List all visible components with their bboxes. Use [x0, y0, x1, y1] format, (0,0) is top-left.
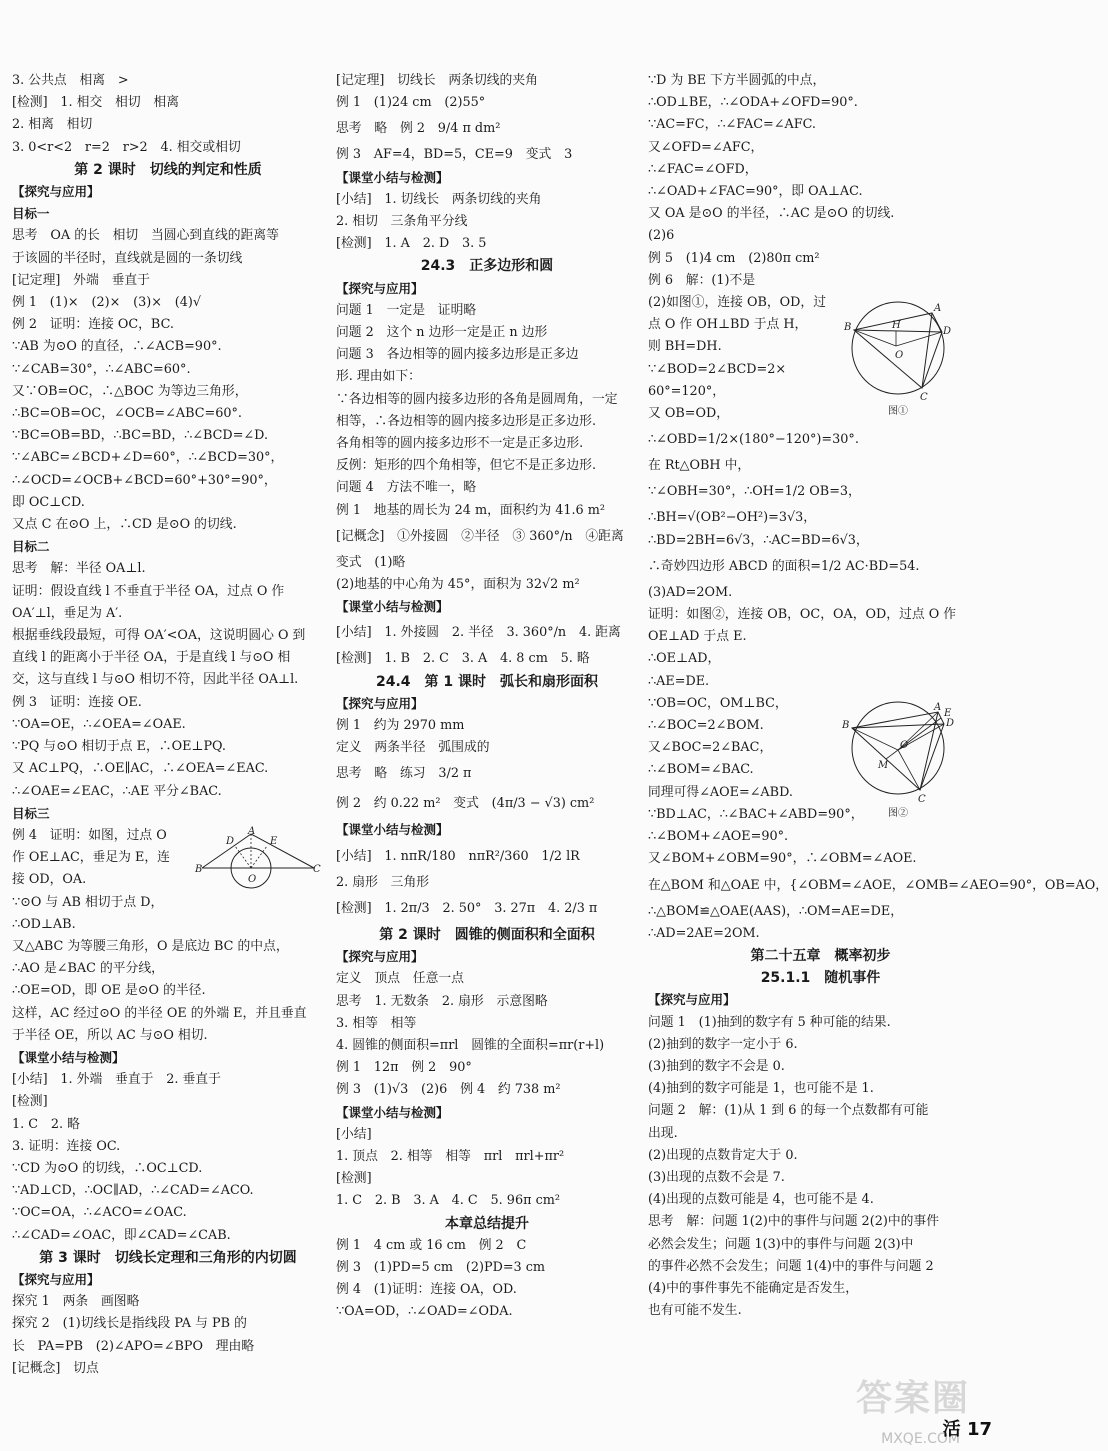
- col2-line: 【探究与应用】: [336, 949, 424, 965]
- col1-line: 【探究与应用】: [12, 1271, 100, 1287]
- col2-line: 思考 1. 无数条 2. 扇形 示意图略: [336, 993, 548, 1009]
- col3-line: (2)抽到的数字一定小于 6.: [648, 1036, 798, 1052]
- col1-line: 3. 公共点 相离 >: [12, 73, 129, 88]
- fig-c1-label-o: O: [248, 874, 257, 885]
- col1-line: 【课堂小结与检测】: [12, 1049, 125, 1065]
- col1-line: 例 2 证明：连接 OC，BC.: [12, 317, 174, 333]
- fig2-label-d: D: [946, 718, 955, 729]
- col2-line: 例 3 (1)√3 (2)6 例 4 约 738 m²: [336, 1082, 561, 1098]
- col3-line: 在△BOM 和△OAE 中，{∠OBM=∠AOE，∠OMB=∠AEO=90°，OB=AO，: [648, 877, 1108, 893]
- col1-line: 第 2 课时 切线的判定和性质: [74, 161, 262, 178]
- col2-line: 反例：矩形的四个角相等，但它不是正多边形.: [336, 458, 597, 474]
- col3-line: (2)出现的点数肯定大于 0.: [648, 1147, 798, 1163]
- fig2-label-c: C: [918, 794, 926, 805]
- col2-line: 例 3 AF=4，BD=5，CE=9 变式 3: [336, 147, 573, 163]
- col1-line: [检测] 1. 相交 相切 相离: [12, 95, 180, 111]
- col2-line: 例 1 12π 例 2 90°: [336, 1060, 472, 1076]
- col1-line: 3. 证明：连接 OC.: [12, 1138, 121, 1154]
- figure-1: [840, 300, 990, 418]
- col1-line: 又 AC⊥PQ，∴OE∥AC，∴∠OEA=∠EAC.: [12, 761, 269, 777]
- col3-line: ∵∠BOD=2∠BCD=2×: [648, 361, 787, 377]
- col3-line: ∴AD=2AE=2OM.: [648, 925, 760, 941]
- col2-line: 变式 (1)略: [336, 554, 406, 570]
- col1-line: 又∵OB=OC，∴△BOC 为等边三角形，: [12, 383, 248, 399]
- col3-line: (4)抽到的数字可能是 1，也可能不是 1.: [648, 1081, 874, 1097]
- col3-line: 又∠BOM+∠OBM=90°，∴∠OBM=∠AOE.: [648, 851, 917, 867]
- col2-line: 24.3 正多边形和圆: [420, 258, 554, 275]
- col1-line: 目标一: [12, 206, 50, 222]
- col1-line: [检测]: [12, 1094, 48, 1110]
- col2-line: 本章总结提升: [445, 1215, 529, 1232]
- col1-line: ∴∠OCD=∠OCB+∠BCD=60°+30°=90°，: [12, 472, 277, 488]
- col3-line: OE⊥AD 于点 E.: [648, 629, 747, 645]
- col2-line: 1. 顶点 2. 相等 相等 πrl πrl+πr²: [336, 1148, 565, 1164]
- fig2-label-o: O: [900, 740, 909, 751]
- col1-line: ∵AD⊥CD，∴OC∥AD，∴∠CAD=∠ACO.: [12, 1183, 254, 1199]
- col1-line: 3. 0<r<2 r=2 r>2 4. 相交或相切: [12, 139, 241, 155]
- fig1-label-h: H: [892, 320, 901, 331]
- col2-line: [小结] 1. nπR/180 nπR²/360 1/2 lR: [336, 848, 580, 864]
- col1-line: [小结] 1. 外端 垂直于 2. 垂直于: [12, 1072, 221, 1088]
- fig2-label-a: A: [934, 702, 942, 713]
- col2-line: 问题 4 方法不唯一，略: [336, 480, 477, 496]
- col3-line: ∴AE=DE.: [648, 673, 710, 689]
- col3-line: 60°=120°，: [648, 383, 726, 399]
- col3-line: (2)6: [648, 228, 675, 244]
- col3-line: 问题 2 解：(1)从 1 到 6 的每一个点数都有可能: [648, 1103, 929, 1119]
- col3-line: (3)AD=2OM.: [648, 584, 733, 600]
- col2-line: 各角相等的圆内接多边形不一定是正多边形.: [336, 436, 584, 452]
- col2-line: 定义 两条半径 弧围成的: [336, 740, 490, 756]
- col2-line: ∵OA=OD，∴∠OAD=∠ODA.: [336, 1304, 513, 1320]
- column-right: [648, 70, 1108, 1322]
- fig1-label-c: C: [920, 392, 928, 403]
- col3-line: ∴∠BOM=∠BAC.: [648, 762, 754, 778]
- col1-line: 2. 相离 相切: [12, 117, 93, 133]
- col2-line: 【探究与应用】: [336, 280, 424, 296]
- col2-line: (2)地基的中心角为 45°，面积为 32√2 m²: [336, 577, 580, 593]
- col2-line: 【课堂小结与检测】: [336, 599, 449, 615]
- col3-line: (3)抽到的数字不会是 0.: [648, 1058, 785, 1074]
- col3-line: 在 Rt△OBH 中，: [648, 458, 751, 474]
- col1-line: OA′⊥l，垂足为 A′.: [12, 605, 123, 621]
- fig1-label-d: D: [943, 326, 952, 337]
- col1-line: ∵PQ 与⊙O 相切于点 E，∴OE⊥PQ.: [12, 739, 226, 755]
- col1-line: 交，这与直线 l 与⊙O 相切不符，因此半径 OA⊥l.: [12, 672, 299, 688]
- col2-line: 【探究与应用】: [336, 695, 424, 711]
- col2-line: 4. 圆锥的侧面积=πrl 圆锥的全面积=πr(r+l): [336, 1037, 605, 1053]
- col1-line: ∵∠CAB=30°，∴∠ABC=60°.: [12, 361, 191, 377]
- col3-line: 又 OB=OD，: [648, 406, 730, 422]
- col3-line: 的事件必然不会发生；问题 1(4)中的事件与问题 2: [648, 1258, 934, 1274]
- col2-line: 例 2 约 0.22 m² 变式 (4π/3 − √3) cm²: [336, 796, 595, 812]
- col1-line: ∴∠CAD=∠OAC，即∠CAD=∠CAB.: [12, 1227, 231, 1243]
- col1-line: 根据垂线段最短，可得 OA′<OA，这说明圆心 O 到: [12, 628, 306, 644]
- col3-line: ∵AC=FC，∴∠FAC=∠AFC.: [648, 117, 816, 133]
- col1-line: 即 OC⊥CD.: [12, 494, 85, 510]
- col3-line: 又 OA 是⊙O 的半径，∴AC 是⊙O 的切线.: [648, 206, 895, 222]
- col1-line: 于半径 OE，所以 AC 与⊙O 相切.: [12, 1027, 208, 1043]
- col3-line: 例 6 解：(1)不是: [648, 272, 756, 288]
- triangle-circle-figure: [195, 826, 321, 890]
- fig2-label-b: B: [842, 720, 850, 731]
- col1-line: 直线 l 的距离小于半径 OA，于是直线 l 与⊙O 相: [12, 650, 291, 666]
- col2-line: 24.4 第 1 课时 弧长和扇形面积: [375, 673, 599, 690]
- watermark-logo: 答案圈: [855, 1378, 970, 1419]
- col2-line: [检测] 1. B 2. C 3. A 4. 8 cm 5. 略: [336, 651, 590, 667]
- col2-line: 例 1 (1)24 cm (2)55°: [336, 95, 486, 111]
- col3-line: 思考 解：问题 1(2)中的事件与问题 2(2)中的事件: [648, 1214, 940, 1230]
- page-number: 活 17: [942, 1419, 992, 1440]
- col2-line: 问题 1 一定是 证明略: [336, 302, 477, 318]
- col3-line: ∴∠BOC=2∠BOM.: [648, 718, 764, 734]
- col1-line: 例 4 证明：如图，过点 O: [12, 827, 167, 843]
- col1-line: 又△ABC 为等腰三角形，O 是底边 BC 的中点，: [12, 938, 289, 954]
- col3-line: 又∠BOC=2∠BAC，: [648, 740, 773, 756]
- col3-line: ∵D 为 BE 下方半圆弧的中点，: [648, 73, 826, 88]
- col3-line: 同理可得∠AOE=∠ABD.: [648, 784, 793, 800]
- col2-line: 第 2 课时 圆锥的侧面积和全面积: [379, 926, 595, 943]
- fig1-label-o: O: [895, 350, 904, 361]
- col2-line: [记定理] 切线长 两条切线的夹角: [336, 73, 538, 88]
- fig2-label-e: E: [944, 708, 952, 719]
- col1-line: ∵OA=OE，∴∠OEA=∠OAE.: [12, 716, 186, 732]
- col3-line: ∵BD⊥AC，∴∠BAC+∠ABD=90°，: [648, 806, 864, 822]
- col2-line: 例 1 地基的周长为 24 m，面积约为 41.6 m²: [336, 502, 606, 518]
- column-left: [12, 70, 324, 1380]
- col3-line: (4)出现的点数可能是 4，也可能不是 4.: [648, 1192, 874, 1208]
- col1-line: 第 3 课时 切线长定理和三角形的内切圆: [39, 1249, 297, 1266]
- col3-line: ∴奇妙四边形 ABCD 的面积=1/2 AC·BD=54.: [648, 558, 920, 574]
- col3-line: 【探究与应用】: [648, 992, 736, 1008]
- fig1-caption: 图①: [888, 406, 908, 417]
- fig1-label-a: A: [934, 303, 942, 314]
- col1-line: ∵AB 为⊙O 的直径，∴∠ACB=90°.: [12, 339, 222, 355]
- col3-line: ∴BD=2BH=6√3，∴AC=BD=6√3，: [648, 532, 869, 548]
- col2-line: 思考 略 练习 3/2 π: [336, 766, 472, 782]
- col2-line: 例 3 (1)PD=5 cm (2)PD=3 cm: [336, 1259, 546, 1275]
- col1-line: 【探究与应用】: [12, 184, 100, 200]
- col1-line: 这样，AC 经过⊙O 的半径 OE 的外端 E，并且垂直: [12, 1005, 307, 1021]
- fig-c1-label-e: E: [270, 836, 278, 847]
- col1-line: 长 PA=PB (2)∠APO=∠BPO 理由略: [12, 1338, 255, 1354]
- col1-line: 思考 OA 的长 相切 当圆心到直线的距离等: [12, 228, 279, 244]
- fig-c1-label-d: D: [226, 836, 235, 847]
- col3-line: (3)出现的点数不会是 7.: [648, 1169, 785, 1185]
- col3-line: 必然会发生；问题 1(3)中的事件与问题 2(3)中: [648, 1236, 914, 1252]
- col1-line: 探究 2 (1)切线长是指线段 PA 与 PB 的: [12, 1316, 247, 1332]
- fig2-caption: 图②: [888, 808, 908, 819]
- col2-line: [检测] 1. 2π/3 2. 50° 3. 27π 4. 2/3 π: [336, 900, 598, 916]
- col3-line: ∴OE⊥AD，: [648, 651, 721, 667]
- col2-line: 定义 顶点 任意一点: [336, 971, 464, 987]
- col1-line: ∴∠OAE=∠EAC，∴AE 平分∠BAC.: [12, 783, 222, 799]
- col1-line: ∴BC=OB=OC，∠OCB=∠ABC=60°.: [12, 406, 242, 422]
- col2-line: ∵各边相等的圆内接多边形的各角是圆周角，一定: [336, 391, 618, 407]
- col2-line: 问题 2 这个 n 边形一定是正 n 边形: [336, 325, 548, 341]
- col3-line: 问题 1 (1)抽到的数字有 5 种可能的结果.: [648, 1014, 891, 1030]
- col2-line: 例 4 (1)证明：连接 OA，OD.: [336, 1282, 517, 1298]
- col1-line: [记概念] 切点: [12, 1360, 99, 1376]
- col3-line: ∴∠FAC=∠OFD，: [648, 161, 758, 177]
- col2-line: [小结] 1. 外接圆 2. 半径 3. 360°/n 4. 距离: [336, 625, 621, 641]
- col3-line: 又∠OFD=∠AFC，: [648, 139, 764, 155]
- col1-line: ∴AO 是∠BAC 的平分线，: [12, 961, 164, 977]
- col1-line: 探究 1 两条 画图略: [12, 1294, 140, 1310]
- col2-line: 形. 理由如下：: [336, 369, 421, 385]
- col2-line: 2. 扇形 三角形: [336, 874, 430, 890]
- col3-line: 出现.: [648, 1125, 678, 1141]
- col2-line: 思考 略 例 2 9/4 π dm²: [336, 121, 501, 137]
- fig-c1-label-c: C: [313, 864, 321, 875]
- col3-line: ∴OD⊥BE，∴∠ODA+∠OFD=90°.: [648, 95, 858, 111]
- fig2-label-m: M: [878, 760, 889, 771]
- col3-line: ∴∠OAD+∠FAC=90°，即 OA⊥AC.: [648, 184, 863, 200]
- col1-line: 1. C 2. 略: [12, 1116, 80, 1132]
- col2-line: 【课堂小结与检测】: [336, 169, 449, 185]
- col3-line: ∵∠OBH=30°，∴OH=1/2 OB=3，: [648, 484, 861, 500]
- col1-line: 接 OD，OA.: [12, 872, 87, 888]
- col3-line: 第二十五章 概率初步: [750, 947, 891, 964]
- col3-line: ∵OB=OC，OM⊥BC，: [648, 695, 788, 711]
- col3-line: 也有可能不发生.: [648, 1303, 742, 1319]
- col2-line: 例 1 约为 2970 mm: [336, 718, 465, 734]
- fig-c1-label-b: B: [195, 864, 203, 875]
- col2-line: 例 1 4 cm 或 16 cm 例 2 C: [336, 1237, 527, 1253]
- col1-line: 例 3 证明：连接 OE.: [12, 694, 142, 710]
- col1-line: ∵BC=OB=BD，∴BC=BD，∴∠BCD=∠D.: [12, 428, 269, 444]
- col1-line: 又点 C 在⊙O 上，∴CD 是⊙O 的切线.: [12, 517, 237, 533]
- col3-line: ∴BH=√(OB²−OH²)=3√3，: [648, 510, 817, 526]
- col2-line: [小结]: [336, 1126, 372, 1142]
- col3-line: 则 BH=DH.: [648, 339, 722, 355]
- col1-line: [记定理] 外端 垂直于: [12, 272, 150, 288]
- col2-line: 【课堂小结与检测】: [336, 1104, 449, 1120]
- col1-line: 目标二: [12, 539, 50, 555]
- watermark-site: MXQE.COM: [881, 1431, 960, 1447]
- col1-line: 作 OE⊥AC，垂足为 E，连: [12, 850, 170, 866]
- col3-line: (4)中的事件事先不能确定是否发生，: [648, 1280, 859, 1296]
- col3-line: 例 5 (1)4 cm (2)80π cm²: [648, 250, 820, 266]
- figure-2: [840, 698, 990, 820]
- col1-line: ∵∠ABC=∠BCD+∠D=60°，∴∠BCD=30°，: [12, 450, 284, 466]
- col1-line: 证明：假设直线 l 不垂直于半径 OA，过点 O 作: [12, 583, 285, 599]
- col1-line: 例 1 (1)× (2)× (3)× (4)√: [12, 295, 202, 311]
- col2-line: 【课堂小结与检测】: [336, 822, 449, 838]
- col2-line: 3. 相等 相等: [336, 1015, 417, 1031]
- col1-line: ∵CD 为⊙O 的切线，∴OC⊥CD.: [12, 1160, 203, 1176]
- col1-line: 思考 解：半径 OA⊥l.: [12, 561, 146, 577]
- col2-line: [小结] 1. 切线长 两条切线的夹角: [336, 191, 542, 207]
- col1-line: 于该圆的半径时，直线就是圆的一条切线: [12, 250, 243, 266]
- col2-line: [记概念] ①外接圆 ②半径 ③ 360°/n ④距离: [336, 528, 624, 544]
- col2-line: 2. 相切 三条角平分线: [336, 214, 468, 230]
- col3-line: 证明：如图②，连接 OB，OC，OA，OD，过点 O 作: [648, 607, 957, 623]
- col2-line: 相等，∴各边相等的圆内接多边形是正多边形.: [336, 413, 597, 429]
- col3-line: 点 O 作 OH⊥BD 于点 H，: [648, 317, 808, 333]
- col1-line: ∵OC=OA，∴∠ACO=∠OAC.: [12, 1205, 187, 1221]
- col3-line: ∴∠BOM+∠AOE=90°.: [648, 829, 789, 845]
- col1-line: 目标三: [12, 805, 50, 821]
- col2-line: 问题 3 各边相等的圆内接多边形是正多边: [336, 347, 579, 363]
- fig-c1-label-a: A: [248, 826, 256, 837]
- col2-line: [检测]: [336, 1171, 372, 1187]
- col3-line: 25.1.1 随机事件: [760, 970, 881, 987]
- fig1-label-b: B: [844, 322, 852, 333]
- col3-line: (2)如图①，连接 OB，OD，过: [648, 295, 827, 311]
- col2-line: 1. C 2. B 3. A 4. C 5. 96π cm²: [336, 1193, 560, 1209]
- column-middle: [336, 70, 638, 1324]
- col1-line: ∴OD⊥AB.: [12, 916, 76, 932]
- col3-line: ∴△BOM≌△OAE(AAS)，∴OM=AE=DE，: [648, 903, 904, 919]
- col2-line: [检测] 1. A 2. D 3. 5: [336, 236, 487, 252]
- col1-line: ∵⊙O 与 AB 相切于点 D，: [12, 894, 164, 910]
- col1-line: ∴OE=OD，即 OE 是⊙O 的半径.: [12, 983, 206, 999]
- col3-line: ∴∠OBD=1/2×(180°−120°)=30°.: [648, 432, 859, 448]
